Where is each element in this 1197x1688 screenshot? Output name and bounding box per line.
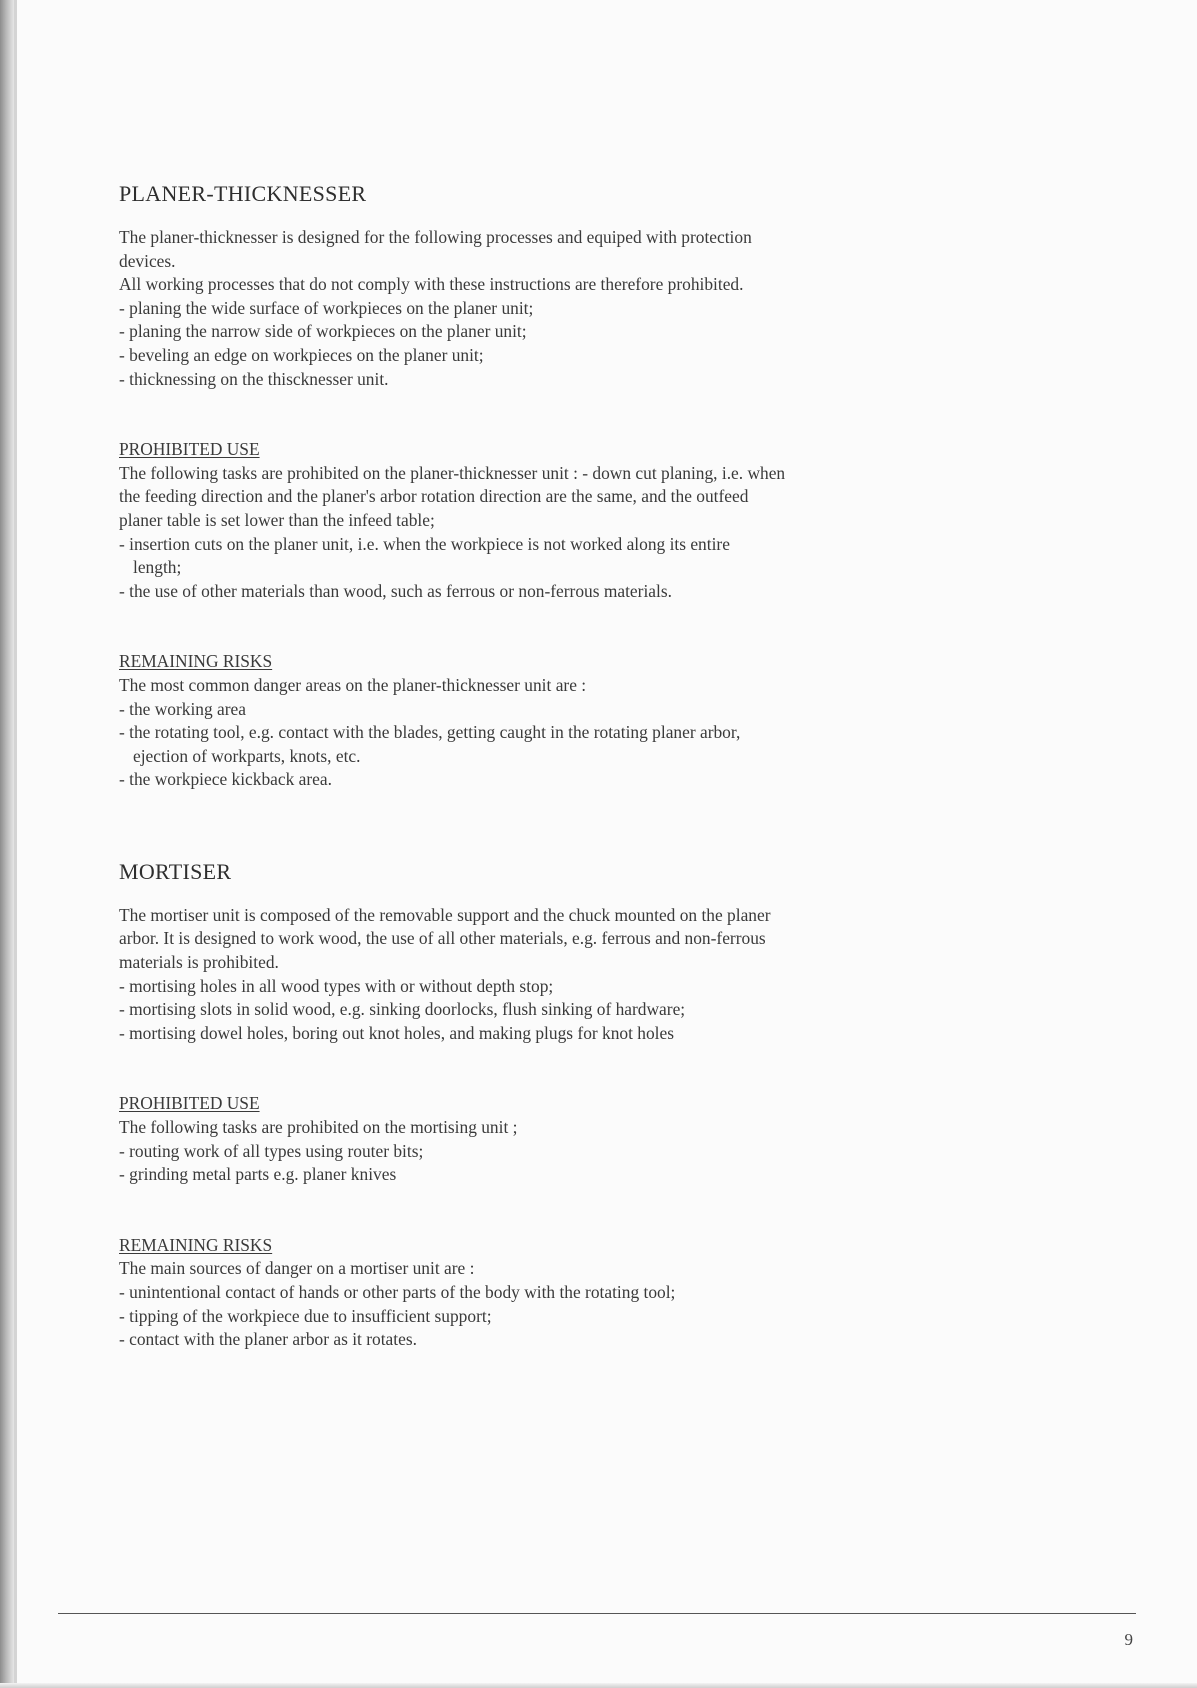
mortiser-intro-line: The mortiser unit is composed of the removable support and the chuck mounted on the planer: [119, 904, 771, 925]
mortiser-risks-line: - unintentional contact of hands or other parts of the body with the rotating tool;: [119, 1282, 676, 1302]
planer-prohibited-heading: PROHIBITED USE: [119, 439, 260, 460]
mortiser-risks-line: - contact with the planer arbor as it rotates.: [119, 1329, 417, 1350]
mortiser-prohibited-line: - grinding metal parts e.g. planer knives: [119, 1164, 397, 1185]
binding-edge: [14, 0, 17, 1688]
planer-intro-line: - planing the wide surface of workpieces on the planer unit;: [119, 297, 534, 318]
planer-risks-line: - the rotating tool, e.g. contact with the blades, getting caught in the rotating planer arbor,: [119, 722, 741, 743]
planer-risks-block: [119, 650, 959, 792]
planer-intro-line: All working processes that do not comply with these instructions are therefore prohibited.: [119, 274, 744, 295]
mortiser-intro-line: - mortising slots in solid wood, e.g. sinking doorlocks, flush sinking of hardware;: [119, 999, 686, 1020]
mortiser-intro-line: materials is prohibited.: [119, 952, 279, 973]
planer-intro-line: devices.: [119, 250, 176, 271]
planer-prohibited-line: the feeding direction and the planer's arbor rotation direction are the same, and the outfeed: [119, 486, 749, 507]
mortiser-risks-line: The main sources of danger on a mortiser unit are :: [119, 1258, 475, 1279]
planer-intro-line: - beveling an edge on workpieces on the planer unit;: [119, 344, 484, 365]
mortiser-prohibited-heading: PROHIBITED USE: [119, 1093, 260, 1114]
mortiser-intro-line: - mortising holes in all wood types with or without depth stop;: [119, 975, 554, 996]
planer-intro-line: - planing the narrow side of workpieces on the planer unit;: [119, 321, 527, 342]
page-number: 9: [1124, 1630, 1133, 1649]
planer-intro-line: - thicknessing on the thiscknesser unit.: [119, 368, 389, 389]
mortiser-risks-line: - tipping of the workpiece due to insufficient support;: [119, 1305, 492, 1326]
mortiser-intro: [119, 904, 959, 1046]
mortiser-prohibited-line: - routing work of all types using router bits;: [119, 1140, 424, 1161]
binding-shadow: [0, 0, 14, 1688]
page-bottom-edge: [0, 1683, 1197, 1688]
planer-prohibited-line: The following tasks are prohibited on the planer-thicknesser unit : - down cut planing, i.e. when: [119, 462, 786, 483]
planer-section-title: PLANER-THICKNESSER: [119, 181, 367, 206]
planer-risks-heading: REMAINING RISKS: [119, 651, 273, 672]
mortiser-intro-line: - mortising dowel holes, boring out knot holes, and making plugs for knot holes: [119, 1022, 674, 1043]
mortiser-risks-block: [119, 1234, 959, 1352]
planer-prohibited-line: length;: [133, 557, 182, 578]
mortiser-intro-line: arbor. It is designed to work wood, the use of all other materials, e.g. ferrous and non-ferrous: [119, 928, 766, 949]
planer-intro: [119, 226, 959, 391]
mortiser-section-title: MORTISER: [119, 858, 232, 884]
planer-prohibited-line: - the use of other materials than wood, such as ferrous or non-ferrous materials.: [119, 580, 672, 601]
planer-risks-line: - the working area: [119, 698, 246, 719]
mortiser-prohibited-line: The following tasks are prohibited on the mortising unit ;: [119, 1117, 518, 1138]
planer-prohibited-line: planer table is set lower than the infeed table;: [119, 509, 435, 530]
mortiser-prohibited-block: [119, 1092, 959, 1186]
planer-intro-line: The planer-thicknesser is designed for the following processes and equiped with protection: [119, 227, 752, 247]
planer-risks-line: The most common danger areas on the planer-thicknesser unit are :: [119, 674, 587, 695]
planer-prohibited-block: [119, 438, 959, 603]
planer-prohibited-line: - insertion cuts on the planer unit, i.e. when the workpiece is not worked along its entire: [119, 533, 730, 554]
planer-risks-line: ejection of workparts, knots, etc.: [133, 745, 361, 766]
mortiser-risks-heading: REMAINING RISKS: [119, 1234, 273, 1255]
page-content: [119, 180, 959, 1352]
footer-rule: [58, 1613, 1136, 1614]
planer-risks-line: - the workpiece kickback area.: [119, 769, 332, 790]
